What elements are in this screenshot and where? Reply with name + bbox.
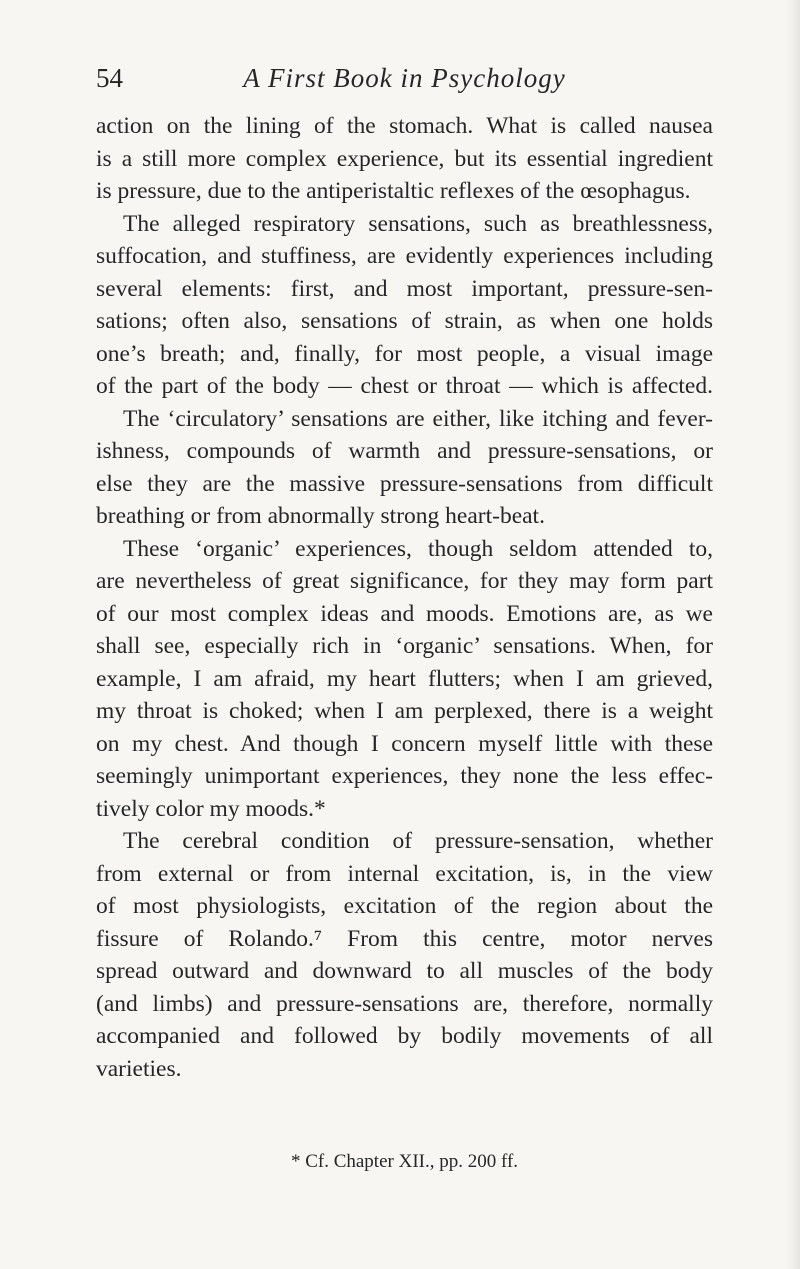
text-line: (and limbs) and pressure-sensations are, therefore, normally <box>96 990 713 1017</box>
text-line: several elements: first, and most important, pressure-sen- <box>96 275 713 302</box>
text-line: The alleged respiratory sensations, such as breathlessness, <box>123 210 713 237</box>
text-line: from external or from internal excitation, is, in the view <box>96 860 713 887</box>
page-edge-shadow <box>786 0 800 1269</box>
text-line: seemingly unimportant experiences, they none the less effec- <box>96 763 713 789</box>
text-line: fissure of Rolando.⁷ From this centre, motor nerves <box>96 925 713 952</box>
text-line: is a still more complex experience, but its essential ingredient <box>96 145 713 172</box>
page-number: 54 <box>96 63 123 93</box>
text-line: action on the lining of the stomach. What is called nausea <box>96 113 713 139</box>
text-line: The cerebral condition of pressure-sensation, whether <box>123 828 713 854</box>
text-line: The ‘circulatory’ sensations are either, like itching and fever- <box>123 405 713 432</box>
text-line: are nevertheless of great significance, for they may form part <box>96 568 713 594</box>
running-title: A First Book in Psychology <box>243 63 566 93</box>
text-line: of the part of the body — chest or throat — which is affected. <box>96 373 713 399</box>
text-line: on my chest. And though I concern myself little with these <box>96 730 713 757</box>
text-line: spread outward and downward to all muscles of the body <box>96 958 713 984</box>
text-line: of our most complex ideas and moods. Emotions are, as we <box>96 600 713 627</box>
text-line: sations; often also, sensations of strain, as when one holds <box>96 308 713 334</box>
text-line: ishness, compounds of warmth and pressure-sensations, or <box>96 438 713 464</box>
page-header <box>96 58 713 98</box>
text-line: shall see, especially rich in ‘organic’ sensations. When, for <box>96 633 713 659</box>
text-line: is pressure, due to the antiperistaltic reflexes of the œsophagus. <box>96 178 691 204</box>
text-line: else they are the massive pressure-sensations from difficult <box>96 470 713 497</box>
text-line: breathing or from abnormally strong heart-beat. <box>96 503 545 529</box>
text-line: tively color my moods.* <box>96 795 326 822</box>
text-line: varieties. <box>96 1055 182 1082</box>
text-line: example, I am afraid, my heart flutters; when I am grieved, <box>96 665 713 692</box>
footnote: * Cf. Chapter XII., pp. 200 ff. <box>290 1151 519 1172</box>
text-line: suffocation, and stuffiness, are evidently experiences including <box>96 243 713 269</box>
text-line: of most physiologists, excitation of the region about the <box>96 893 713 919</box>
text-line: These ‘organic’ experiences, though seldom attended to, <box>123 535 713 562</box>
body-text <box>96 110 713 1085</box>
text-line: one’s breath; and, finally, for most people, a visual image <box>96 340 713 367</box>
text-line: accompanied and followed by bodily movements of all <box>96 1023 713 1049</box>
text-line: my throat is choked; when I am perplexed, there is a weight <box>96 698 713 724</box>
